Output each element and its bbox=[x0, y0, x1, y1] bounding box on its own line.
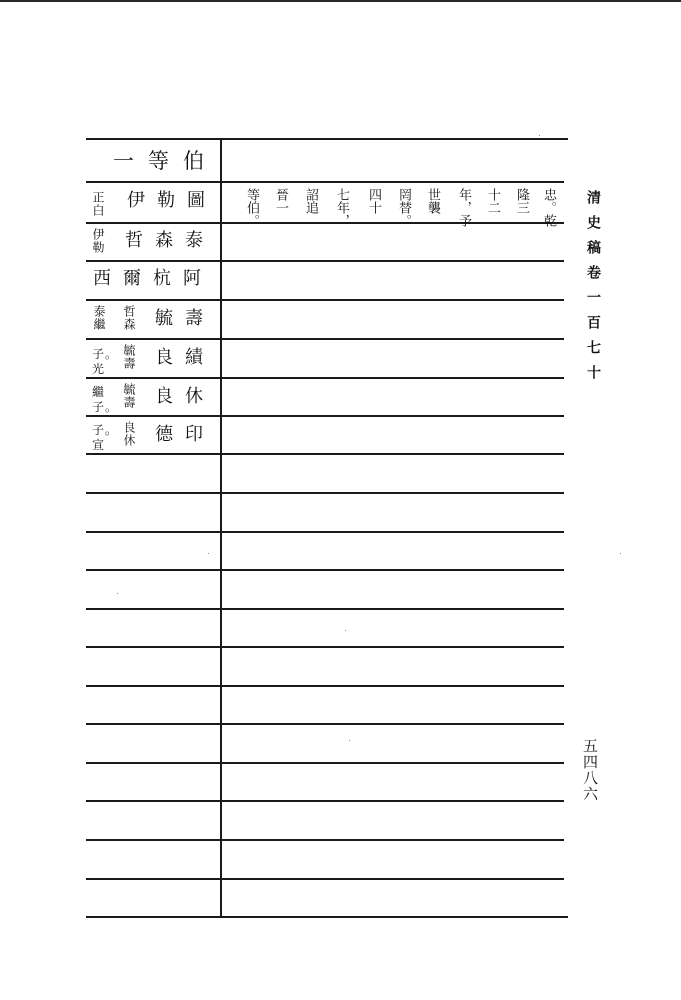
table-rule bbox=[86, 377, 564, 379]
detail-column: 晉一 bbox=[273, 188, 288, 214]
table-rule bbox=[86, 608, 564, 610]
scan-speck bbox=[620, 553, 621, 554]
column-divider bbox=[220, 140, 222, 917]
table-rule bbox=[86, 415, 564, 417]
scan-speck bbox=[208, 553, 209, 554]
detail-column: 七年， bbox=[334, 188, 349, 227]
detail-column: 隆三 bbox=[514, 188, 529, 214]
detail-column: 年，予 bbox=[456, 188, 471, 227]
detail-column: 詔追 bbox=[303, 188, 318, 214]
scan-speck bbox=[539, 135, 540, 136]
relation-cell: 泰繼 bbox=[92, 305, 106, 331]
table-rule bbox=[86, 646, 564, 648]
table-rule bbox=[86, 878, 564, 880]
relation-cell: 子。宣 bbox=[92, 423, 119, 452]
viewer-top-border bbox=[0, 0, 681, 2]
relation-cell: 伊勒 bbox=[91, 228, 105, 254]
table-rule bbox=[86, 839, 564, 841]
table-rule bbox=[86, 723, 564, 725]
scan-speck bbox=[345, 630, 346, 631]
detail-column: 等伯。 bbox=[244, 188, 259, 227]
relation-cell: 毓壽 bbox=[122, 383, 136, 409]
scan-speck bbox=[117, 593, 118, 594]
detail-column: 十二 bbox=[485, 188, 500, 214]
table-top-rule bbox=[86, 138, 568, 140]
relation-cell: 繼子。 bbox=[92, 385, 119, 414]
relation-cell: 良休 bbox=[122, 421, 136, 447]
table-rule bbox=[86, 569, 564, 571]
relation-cell: 毓壽 bbox=[122, 344, 136, 370]
name-cell: 哲森泰 bbox=[125, 230, 215, 251]
relation-cell: 正白 bbox=[91, 191, 105, 217]
scan-speck bbox=[349, 740, 350, 741]
name-cell: 伊勒圖 bbox=[127, 190, 217, 211]
detail-column: 世襲 bbox=[425, 188, 440, 214]
book-title-margin: 清史稿卷一百七十 bbox=[585, 190, 601, 390]
relation-cell: 哲森 bbox=[122, 305, 136, 331]
table-rule bbox=[86, 260, 564, 262]
table-bottom-rule bbox=[86, 916, 568, 918]
page-number: 五四八六 bbox=[581, 738, 599, 802]
page-title: 一等伯 bbox=[113, 149, 218, 173]
detail-column: 四十 bbox=[366, 188, 381, 214]
table-rule bbox=[86, 762, 564, 764]
relation-cell: 子。光 bbox=[92, 347, 119, 376]
name-cell: 德印 bbox=[155, 424, 215, 445]
table-rule bbox=[86, 222, 564, 224]
table-rule bbox=[86, 453, 564, 455]
detail-column: 忠。乾 bbox=[541, 188, 556, 227]
table-rule bbox=[86, 181, 564, 183]
name-cell: 良休 bbox=[155, 386, 215, 407]
table-rule bbox=[86, 299, 564, 301]
name-cell: 良績 bbox=[155, 347, 215, 368]
table-rule bbox=[86, 800, 564, 802]
name-cell: 毓壽 bbox=[155, 308, 215, 329]
table-rule bbox=[86, 492, 564, 494]
table-rule bbox=[86, 685, 564, 687]
table-rule bbox=[86, 338, 564, 340]
detail-column: 罔替。 bbox=[396, 188, 411, 227]
table-rule bbox=[86, 531, 564, 533]
name-cell: 西爾杭阿 bbox=[93, 268, 213, 289]
